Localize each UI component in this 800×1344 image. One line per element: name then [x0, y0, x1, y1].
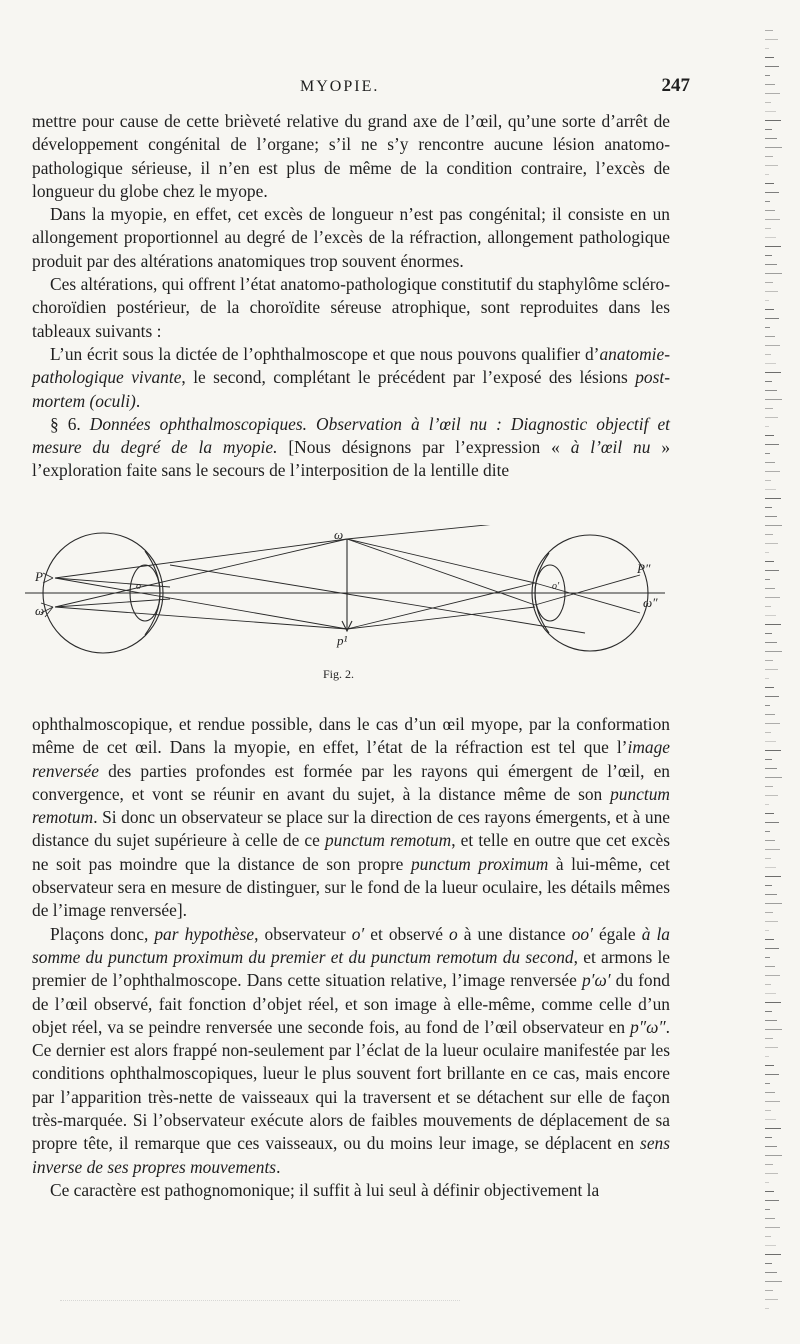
scan-mark [765, 1083, 770, 1084]
scan-mark [765, 390, 777, 391]
scan-mark [765, 624, 781, 625]
scan-mark [765, 561, 774, 562]
scan-mark [765, 966, 775, 967]
italic-text: o [448, 923, 458, 944]
text-run: Ce caractère est pathognomonique; il suffit à lui seul à définir objectivement la [50, 1179, 600, 1200]
italic-text: o′ [351, 923, 365, 944]
scan-mark [765, 183, 774, 184]
italic-text: p″ω″ [630, 1016, 666, 1037]
scan-mark [765, 696, 779, 697]
scan-mark [765, 372, 781, 373]
scan-mark [765, 399, 782, 400]
scan-mark [765, 237, 776, 238]
scan-mark [765, 750, 781, 751]
paragraph [32, 923, 670, 1179]
figure-caption: Fig. 2. [323, 667, 355, 681]
label-p-right: P″ [637, 561, 651, 576]
scan-mark [765, 1182, 769, 1183]
italic-text: par hypothèse [154, 923, 255, 944]
label-omega-top: ω [334, 527, 344, 542]
scan-mark [765, 1218, 775, 1219]
scan-mark [765, 1101, 780, 1102]
italic-text: punctum remotum [32, 783, 670, 828]
scan-mark [765, 1299, 778, 1300]
scan-mark [765, 417, 778, 418]
text-block-bottom [32, 713, 670, 1202]
scan-mark [765, 813, 774, 814]
text-run: . Si donc un observateur se place sur la direction de ces rayons émergents, et à une distance du sujet supérieure à celle de ce [32, 807, 670, 851]
paragraph [32, 413, 670, 483]
italic-text: à la somme du punctum proximum du premier et du punctum remotum du second [32, 923, 670, 967]
scan-mark [765, 507, 772, 508]
text-run: , et armons le premier de l’ophthalmoscope. Dans cette situation relative, l’image renversée [32, 946, 671, 991]
scan-mark [765, 723, 780, 724]
scan-mark [765, 1173, 778, 1174]
scan-mark [765, 660, 773, 661]
scan-mark [765, 1110, 771, 1111]
scan-mark [765, 912, 773, 913]
italic-text: anatomie-pathologique vivante [32, 343, 670, 388]
italic-text: punctum remotum [324, 830, 452, 851]
scan-mark [765, 1119, 776, 1120]
scan-mark [765, 1227, 780, 1228]
scan-mark [765, 120, 781, 121]
scan-bottom-noise [60, 1300, 460, 1311]
text-run: L’un écrit sous la dictée de l’ophthalmoscope et que nous pouvons qualifier d’ [50, 343, 600, 364]
italic-text: punctum proximum [410, 853, 549, 874]
scan-mark [765, 939, 774, 940]
text-run: ophthalmoscopique, et rendue possible, dans le cas d’un œil myope, par la conformation même de cet œil. Dans la myopie, en effet, l’état de la réfraction est tel que l’ [32, 714, 670, 758]
scan-mark [765, 570, 779, 571]
scan-mark [765, 1245, 776, 1246]
scan-mark [765, 30, 773, 31]
scan-mark [765, 804, 769, 805]
scan-mark [765, 1038, 773, 1039]
label-omega-right: ω″ [643, 595, 658, 610]
paragraph [32, 713, 670, 923]
scan-mark [765, 795, 778, 796]
scan-mark [765, 678, 769, 679]
scan-mark [765, 174, 769, 175]
scan-mark [765, 948, 779, 949]
scan-mark [765, 1137, 772, 1138]
scan-mark [765, 921, 778, 922]
scan-mark [765, 1155, 782, 1156]
scan-mark [765, 219, 780, 220]
scan-mark [765, 273, 782, 274]
paragraph [32, 343, 670, 413]
text-run: à une distance [457, 923, 572, 944]
scan-mark [765, 1236, 771, 1237]
scan-mark [765, 651, 782, 652]
scan-mark [765, 1029, 782, 1030]
italic-text: à l’œil nu [570, 437, 651, 458]
scan-mark [765, 480, 771, 481]
scan-mark [765, 516, 777, 517]
scan-mark [765, 201, 770, 202]
scan-mark [765, 1056, 769, 1057]
scan-mark [765, 444, 779, 445]
scan-mark [765, 309, 774, 310]
scan-mark [765, 48, 769, 49]
ray-diagram [25, 525, 665, 660]
text-run: » l’exploration faite sans le secours de l’interposition de la lentille dite [32, 437, 671, 481]
scan-mark [765, 1290, 773, 1291]
text-run: des parties profondes est formée par les rayons qui émergent de l’œil, en convergence, et vont se réunir en avant du sujet, à la distance même de son [32, 760, 670, 804]
italic-text: image renversée [32, 737, 670, 781]
scan-mark [765, 489, 776, 490]
scan-mark [765, 1254, 781, 1255]
text-run: égale [592, 923, 642, 944]
scan-mark [765, 147, 782, 148]
label-p-left: P [35, 569, 43, 584]
scan-mark [765, 1272, 777, 1273]
scan-mark [765, 993, 776, 994]
label-p-bottom: p¹ [337, 633, 348, 648]
text-run: Ces altérations, qui offrent l’état anatomo-pathologique constitutif du staphylôme scléro-choroïdien postérieur, de la choroïdite séreuse atrophique, sont reproduites dans les tableaux suivants : [32, 274, 670, 341]
text-run: [Nous désignons par l’expression « [277, 437, 571, 458]
scan-mark [765, 642, 777, 643]
scan-mark [765, 543, 778, 544]
scan-mark [765, 849, 780, 850]
scan-mark [765, 291, 778, 292]
text-run: Plaçons donc, [50, 923, 155, 944]
paragraph [32, 1179, 670, 1202]
scan-mark [765, 336, 775, 337]
scan-mark [765, 246, 781, 247]
scan-mark [765, 354, 771, 355]
scan-mark [765, 606, 771, 607]
scan-mark [765, 1092, 775, 1093]
scan-mark [765, 318, 779, 319]
scan-mark [765, 894, 777, 895]
scan-mark [765, 1011, 772, 1012]
scan-mark [765, 57, 774, 58]
scan-mark [765, 66, 779, 67]
scan-mark [765, 165, 778, 166]
scan-mark [765, 255, 772, 256]
scan-mark [765, 876, 781, 877]
scan-mark [765, 759, 772, 760]
text-run: et observé [364, 923, 449, 944]
paragraph [32, 110, 670, 203]
text-block-top [32, 110, 670, 483]
scan-mark [765, 687, 774, 688]
scan-mark [765, 984, 771, 985]
text-run: Dans la myopie, en effet, cet excès de longueur n’est pas congénital; il consiste en un allongement proportionnel au degré de l’excès de la réfraction, allongement pathologique produit par des altérations anatomiques trop souvent énormes. [32, 204, 670, 271]
scan-mark [765, 192, 779, 193]
scan-mark [765, 111, 776, 112]
scan-mark [765, 975, 780, 976]
scan-mark [765, 471, 780, 472]
scan-mark [765, 156, 773, 157]
scan-mark [765, 498, 781, 499]
scan-mark [765, 840, 775, 841]
scan-mark [765, 1047, 778, 1048]
scan-mark [765, 705, 770, 706]
scan-mark [765, 552, 769, 553]
scan-mark [765, 1281, 782, 1282]
scan-mark [765, 669, 778, 670]
scan-mark [765, 210, 775, 211]
text-run: , et telle en outre que cet excès ne soit pas moindre que la distance de son propre [32, 830, 670, 874]
text-run: . [276, 1156, 281, 1177]
paragraph [32, 273, 670, 343]
scan-mark [765, 732, 771, 733]
scan-mark [765, 588, 775, 589]
scan-mark [765, 534, 773, 535]
scan-mark [765, 426, 769, 427]
label-o-right: o′ [552, 581, 560, 592]
scan-mark [765, 1263, 772, 1264]
scan-mark [765, 453, 770, 454]
text-run: mettre pour cause de cette brièveté relative du grand axe de l’œil, qu’une sorte d’arrêt de développement congénital de l’organe; s’il ne s’y rencontre aucune lésion anatomo-pathologique sérieuse, il n’en est plus de même de la condition contraire, l’excès de longueur du globe chez le myope. [32, 111, 670, 201]
scan-mark [765, 345, 780, 346]
scan-mark [765, 768, 777, 769]
scan-mark [765, 615, 776, 616]
scan-mark [765, 363, 776, 364]
text-run: à lui-même, cet observateur sera en mesure de distinguer, sur le fond de la lueur oculaire, les détails mêmes de l’image renversée]. [32, 853, 670, 921]
scan-mark [765, 228, 771, 229]
scan-mark [765, 930, 769, 931]
italic-text: p′ω′ [581, 970, 611, 991]
text-run: , le second, complétant le précédent par l’exposé des lésions [181, 367, 636, 388]
running-title: MYOPIE. [300, 78, 380, 95]
scan-mark [765, 129, 772, 130]
scan-mark [765, 75, 770, 76]
scan-mark [765, 93, 780, 94]
text-run: . [135, 390, 141, 411]
page-number: 247 [661, 75, 690, 96]
text-run: du fond de l’œil observé, fait fonction d’objet réel, et son image à elle-même, comme celle d’un objet réel, va se peindre renversée une seconde fois, au fond de l’œil observateur en [32, 970, 670, 1037]
text-run: . Ce dernier est alors frappé non-seulement par l’éclat de la lueur oculaire manifestée par les conditions ophthalmoscopiques, lueur le plus souvent fort brillante en ce cas, mais encore par l’apparition très-nette de vaisseaux qui la traversent et se détachent sur elle de façon très-marquée. Si l’observateur exécute alors de faibles mouvements de déplacement de sa propre tête, il remarque que ces vaisseaux, ou du moins leur image, se déplacent en [32, 1016, 670, 1154]
italic-text: oo′ [571, 923, 593, 944]
scan-mark [765, 903, 782, 904]
scan-mark [765, 102, 771, 103]
scan-mark [765, 435, 774, 436]
scan-mark [765, 381, 772, 382]
scan-mark [765, 579, 770, 580]
scan-mark [765, 885, 772, 886]
scan-mark [765, 786, 773, 787]
scan-mark [765, 867, 776, 868]
label-omega-left: ω [35, 603, 45, 618]
scan-mark [765, 1020, 777, 1021]
scan-mark [765, 525, 782, 526]
running-header [32, 75, 692, 102]
scan-mark [765, 714, 775, 715]
scan-mark [765, 831, 770, 832]
text-run: , observateur [254, 923, 352, 944]
scan-mark [765, 1065, 774, 1066]
italic-text: Données ophthalmoscopiques. Observation à l’œil nu : Diagnostic objectif et mesure du degré de la myopie. [32, 413, 670, 458]
scan-mark [765, 1200, 779, 1201]
scan-mark [765, 84, 775, 85]
scan-mark [765, 408, 773, 409]
text-run: § 6. [50, 413, 90, 434]
scan-mark [765, 462, 775, 463]
scan-mark [765, 1164, 773, 1165]
scan-mark [765, 777, 782, 778]
label-o-left: o [136, 581, 141, 592]
scan-mark [765, 1308, 769, 1309]
scan-mark [765, 264, 777, 265]
scan-mark [765, 1209, 770, 1210]
scan-mark [765, 300, 769, 301]
scan-mark [765, 138, 777, 139]
scan-mark [765, 1191, 774, 1192]
italic-text: sens inverse de ses propres mouvements [32, 1133, 670, 1177]
scan-mark [765, 858, 771, 859]
scan-mark [765, 327, 770, 328]
italic-text: post-mortem (oculi) [32, 367, 670, 411]
scan-mark [765, 1146, 777, 1147]
scan-mark [765, 39, 778, 40]
scan-mark [765, 282, 773, 283]
paragraph [32, 203, 670, 273]
scan-mark [765, 957, 770, 958]
scan-mark [765, 822, 779, 823]
scan-mark [765, 1074, 779, 1075]
scan-mark [765, 633, 772, 634]
scan-mark [765, 1002, 781, 1003]
scan-margin-marks [758, 20, 784, 1320]
scan-mark [765, 741, 776, 742]
scan-mark [765, 597, 780, 598]
scan-mark [765, 1128, 781, 1129]
